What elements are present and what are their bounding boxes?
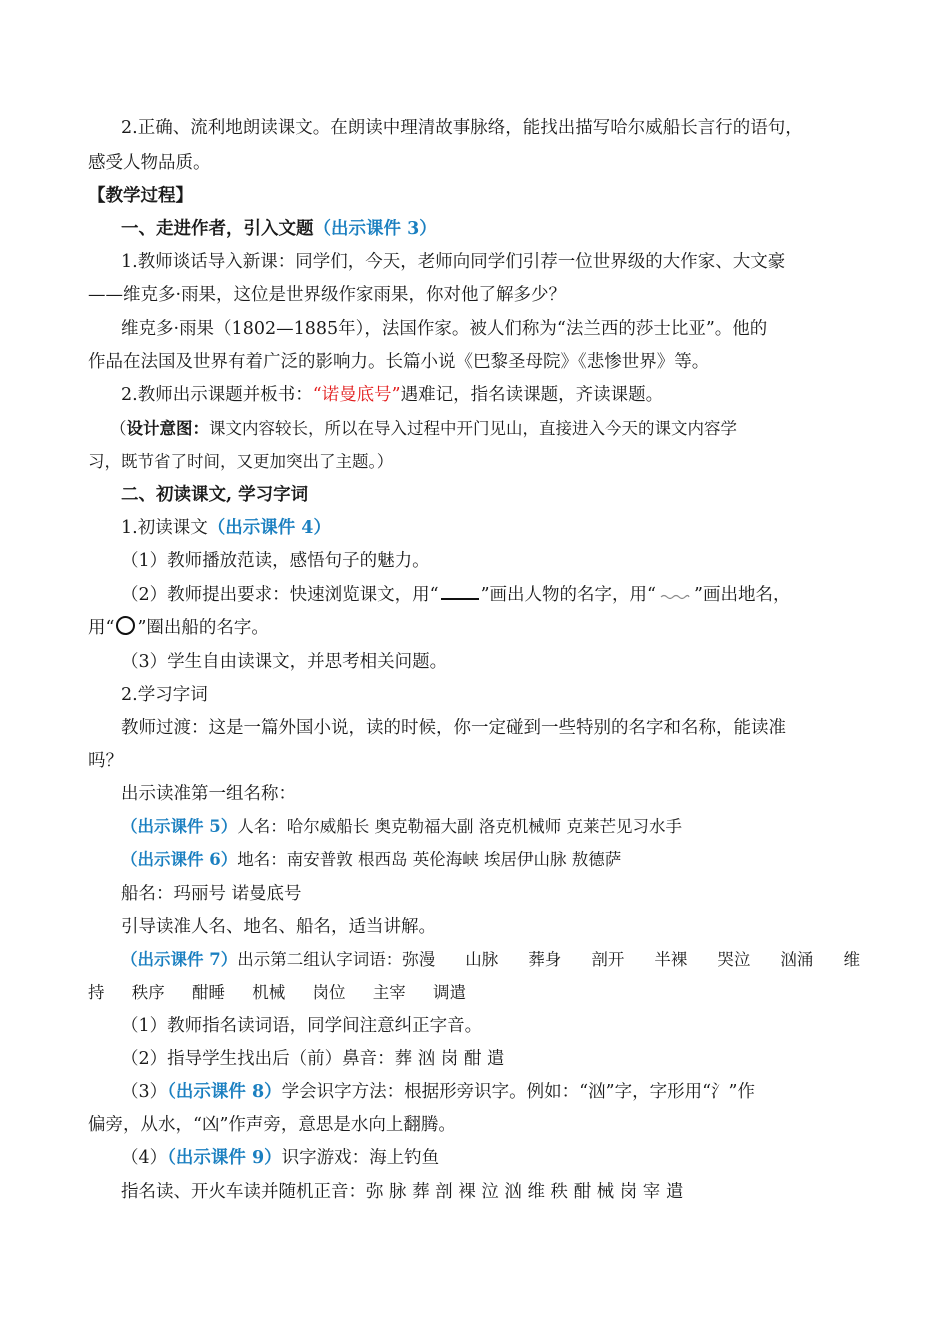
place-names: 地名：南安普敦 根西岛 英伦海峡 埃居伊山脉 敖德萨 — [237, 850, 622, 869]
wavy-underline-mark — [660, 586, 690, 600]
objective-2-line-2: 感受人物品质。 — [88, 153, 211, 173]
transition-line-1: 教师过渡：这是一篇外国小说，读的时候，你一定碰到一些特别的名字和名称，能读准 — [121, 718, 786, 738]
courseware-tag: （出示课件 8） — [167, 1082, 282, 1102]
hugo-bio-line-2: 作品在法国及世界有着广泛的影响力。长篇小说《巴黎圣母院》《悲惨世界》等。 — [88, 352, 710, 372]
step-number: （3） — [121, 1082, 168, 1102]
people-names: 人名：哈尔威船长 奥克勒福大副 洛克机械师 克莱芒见习水手 — [237, 817, 682, 836]
learn-words-label: 2.学习字词 — [121, 685, 208, 705]
lesson-title-ship-name: “诺曼底号” — [312, 385, 401, 405]
first-reading-text: 1.初读课文 — [121, 518, 208, 538]
courseware-tag: （出示课件 4） — [207, 518, 331, 538]
word-step-4 — [121, 1145, 439, 1171]
word-step-3-line-2: 偏旁，从水，“凶”作声旁，意思是水向上翻腾。 — [88, 1115, 456, 1135]
word-step-2: （2）指导学生找出后（前）鼻音：葬 汹 岗 酣 遣 — [121, 1049, 505, 1069]
word-step-3-text: 学会识字方法：根据形旁识字。例如：“汹”字，字形用“氵”作 — [281, 1082, 755, 1102]
requirement-part-a: （2）教师提出要求：快速浏览课文，用“ — [121, 585, 439, 605]
people-names-line — [121, 814, 682, 840]
intro-paragraph-line-2: ——维克多·雨果，这位是世界级作家雨果，你对他了解多少？ — [88, 285, 567, 305]
design-intent-line-1 — [110, 416, 737, 442]
word-item: 半裸 — [654, 950, 688, 969]
step-2-requirement-line-1 — [121, 582, 790, 608]
step-number: （4） — [121, 1148, 168, 1168]
courseware-tag: （出示课件 5） — [121, 817, 238, 836]
intro-paragraph-line-1: 1.教师谈话导入新课：同学们，今天，老师向同学们引荐一位世界级的大作家、大文豪 — [121, 252, 786, 272]
word-item: 山脉 — [465, 950, 499, 969]
title-board-suffix: ，指名读课题，齐读课题。 — [453, 385, 664, 405]
straight-underline-mark — [441, 584, 479, 600]
design-intent-text: 课文内容较长，所以在导入过程中开门见山，直接进入今天的课文内容学 — [209, 419, 737, 438]
title-board-line — [121, 382, 663, 408]
step-1-play-reading: （1）教师播放范读，感悟句子的魅力。 — [121, 551, 430, 571]
courseware-tag: （出示课件 9） — [167, 1148, 282, 1168]
word-item: 哭泣 — [717, 950, 751, 969]
design-intent-label: 设计意图： — [126, 419, 209, 438]
word-step-3-line-1 — [121, 1079, 755, 1105]
circle-mark-icon — [116, 616, 135, 635]
section-1-heading — [121, 216, 437, 242]
open-paren: （ — [110, 419, 127, 438]
word-item: 主宰 — [372, 983, 406, 1002]
ship-names-line: 船名：玛丽号 诺曼底号 — [121, 884, 302, 904]
word-item: 葬身 — [528, 950, 562, 969]
courseware-tag: （出示课件 6） — [121, 850, 238, 869]
group-2-words-line-1 — [121, 947, 860, 973]
objective-2-line-1: 2.正确、流利地朗读课文。在朗读中理清故事脉络，能找出描写哈尔威船长言行的语句， — [121, 118, 803, 138]
word-game-text: 识字游戏：海上钓鱼 — [281, 1148, 440, 1168]
word-item: 汹涌 — [780, 950, 814, 969]
first-reading-label — [121, 515, 331, 541]
lesson-title-rest: 遇难记 — [400, 385, 454, 405]
hugo-bio-line-1: 维克多·雨果（1802—1885年），法国作家。被人们称为“法兰西的莎士比亚”。他的 — [121, 319, 768, 339]
word-item: 弥漫 — [402, 950, 436, 969]
group-2-prefix: 出示第二组认字词语： — [237, 950, 403, 969]
transition-line-2: 吗？ — [88, 751, 123, 771]
word-item: 持 — [88, 983, 105, 1002]
requirement-part-e: ”圈出船的名字。 — [137, 618, 269, 638]
section-2-heading: 二、初读课文, 学习字词 — [121, 485, 309, 505]
requirement-part-c: ”画出地名， — [694, 585, 791, 605]
word-item: 岗位 — [312, 983, 346, 1002]
group-1-intro: 出示读准第一组名称： — [121, 784, 296, 804]
teaching-process-heading: 【教学过程】 — [88, 186, 193, 206]
requirement-part-d: 用“ — [88, 618, 115, 638]
courseware-tag: （出示课件 7） — [121, 950, 238, 969]
guide-reading-line: 引导读准人名、地名、船名，适当讲解。 — [121, 917, 436, 937]
word-item: 维 — [843, 950, 860, 969]
word-item: 酣睡 — [192, 983, 225, 1002]
group-2-intro — [121, 947, 435, 973]
courseware-tag: （出示课件 3） — [313, 219, 437, 239]
group-2-words-line-2 — [88, 980, 466, 1006]
step-3-free-reading: （3）学生自由读课文，并思考相关问题。 — [121, 652, 448, 672]
design-intent-line-2: 习，既节省了时间，又更加突出了主题。） — [88, 452, 394, 471]
word-item: 调遣 — [433, 983, 466, 1002]
word-item: 机械 — [252, 983, 286, 1002]
step-2-requirement-line-2 — [88, 615, 269, 641]
final-reading-line: 指名读、开火车读并随机正音：弥 脉 葬 剖 裸 泣 汹 维 秩 酣 械 岗 宰 遣 — [121, 1182, 684, 1202]
section-1-title: 一、走进作者，引入文题 — [121, 219, 314, 239]
word-item: 剖开 — [591, 950, 625, 969]
word-step-1: （1）教师指名读词语，同学间注意纠正字音。 — [121, 1016, 483, 1036]
word-item: 秩序 — [131, 983, 165, 1002]
place-names-line — [121, 847, 621, 873]
requirement-part-b: ”画出人物的名字，用“ — [480, 585, 656, 605]
title-board-prefix: 2.教师出示课题并板书： — [121, 385, 313, 405]
